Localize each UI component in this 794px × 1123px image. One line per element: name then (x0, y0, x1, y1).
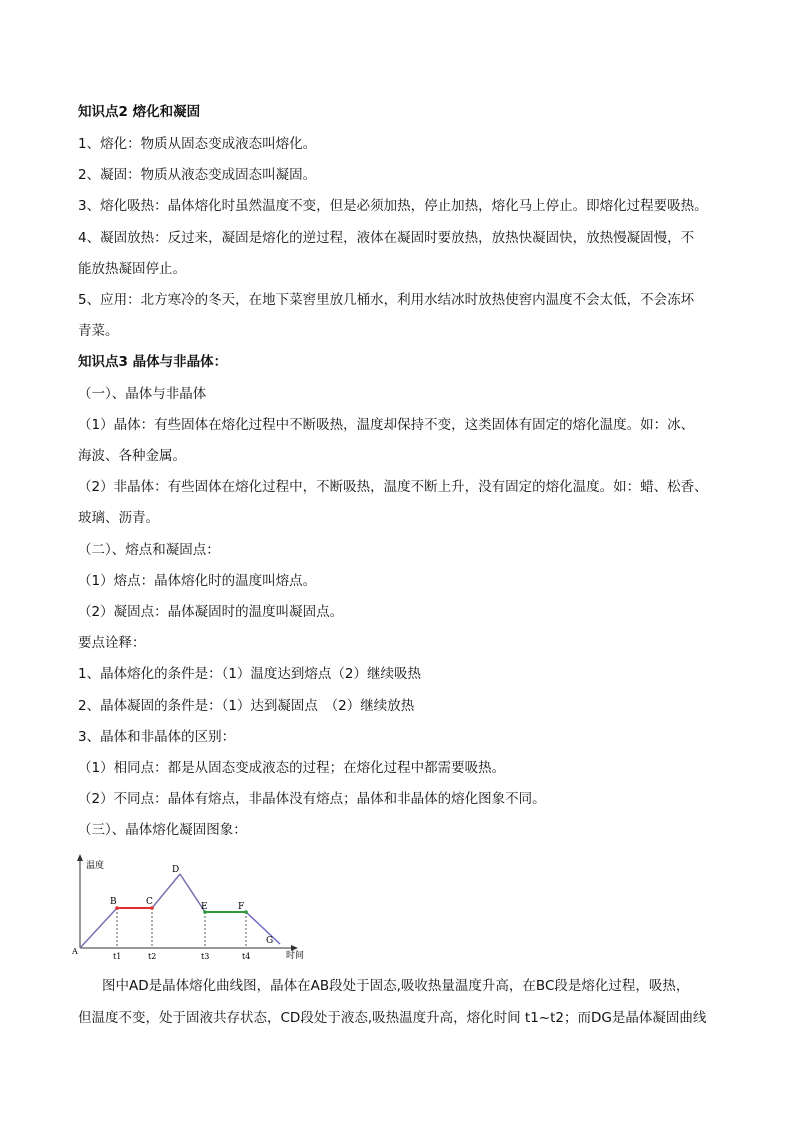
tick-t1: t1 (113, 952, 122, 961)
label-e: E (201, 902, 208, 912)
kp2-item: 5、应用：北方寒冷的冬天，在地下菜窖里放几桶水，利用水结冰时放热使窖内温度不会太低，不会冻坏 (78, 292, 695, 308)
label-a: A (72, 947, 78, 956)
segment-cd (152, 874, 180, 908)
sub2-title: （二）、熔点和凝固点： (78, 542, 220, 558)
sub1-item: 玻璃、沥青。 (78, 510, 159, 526)
explanation-line: 图中AD是晶体熔化曲线图，晶体在AB段处于固态,吸收热量温度升高，在BC段是熔化过程，吸热， (102, 978, 690, 994)
label-g: G (266, 936, 274, 946)
tick-t2: t2 (148, 952, 157, 961)
notes-item: 3、晶体和非晶体的区别： (78, 729, 236, 745)
label-b: B (110, 897, 117, 907)
kp2-item: 4、凝固放热：反过来，凝固是熔化的逆过程，液体在凝固时要放热，放热快凝固快，放热慢凝固慢，不 (78, 230, 695, 246)
notes-item: （1）相同点：都是从固态变成液态的过程；在熔化过程中都需要吸热。 (78, 760, 506, 776)
kp2-item: 2、凝固：物质从液态变成固态叫凝固。 (78, 167, 317, 183)
kp2-item: 青菜。 (78, 323, 119, 339)
sub2-item: （1）熔点：晶体熔化时的温度叫熔点。 (78, 573, 317, 589)
kp2-item: 1、熔化：物质从固态变成液态叫熔化。 (78, 136, 317, 152)
tick-t3: t3 (201, 952, 210, 961)
notes-item: （2）不同点：晶体有熔点，非晶体没有熔点；晶体和非晶体的熔化图象不同。 (78, 791, 546, 807)
label-c: C (146, 897, 153, 907)
kp2-title: 知识点2 熔化和凝固 (78, 104, 201, 120)
y-axis-arrow-icon (77, 854, 83, 861)
x-axis-label: 时间 (286, 951, 305, 961)
kp3-title: 知识点3 晶体与非晶体： (78, 354, 228, 370)
sub2-item: （2）凝固点：晶体凝固时的温度叫凝固点。 (78, 604, 344, 620)
label-f: F (238, 902, 245, 912)
notes-item: 1、晶体熔化的条件是：（1）温度达到熔点（2）继续吸热 (78, 666, 422, 682)
notes-title: 要点诠释： (78, 635, 146, 651)
point-f (244, 910, 248, 914)
notes-item: 2、晶体凝固的条件是：（1）达到凝固点 （2）继续放热 (78, 698, 415, 714)
sub1-title: （一）、晶体与非晶体 (78, 386, 207, 402)
kp2-item: 3、熔化吸热：晶体熔化时虽然温度不变，但是必须加热，停止加热，熔化马上停止。即熔化过程要吸热。 (78, 198, 708, 214)
tick-t4: t4 (242, 952, 251, 961)
sub3-title: （三）、晶体熔化凝固图象： (78, 822, 247, 838)
segment-ab (80, 908, 117, 948)
label-d: D (172, 865, 180, 875)
kp2-item: 能放热凝固停止。 (78, 261, 186, 277)
segment-fg (246, 912, 280, 944)
y-axis-label: 温度 (86, 861, 105, 871)
melting-freezing-graph (72, 852, 322, 964)
explanation-line: 但温度不变，处于固液共存状态，CD段处于液态,吸热温度升高，熔化时间 t1~t2；而DG是晶体凝固曲线 (78, 1010, 707, 1026)
sub1-item: 海波、各种金属。 (78, 448, 186, 464)
sub1-item: （2）非晶体：有些固体在熔化过程中，不断吸热，温度不断上升，没有固定的熔化温度。如：蜡、松香、 (78, 479, 708, 495)
sub1-item: （1）晶体：有些固体在熔化过程中不断吸热，温度却保持不变，这类固体有固定的熔化温度。如：冰、 (78, 417, 695, 433)
